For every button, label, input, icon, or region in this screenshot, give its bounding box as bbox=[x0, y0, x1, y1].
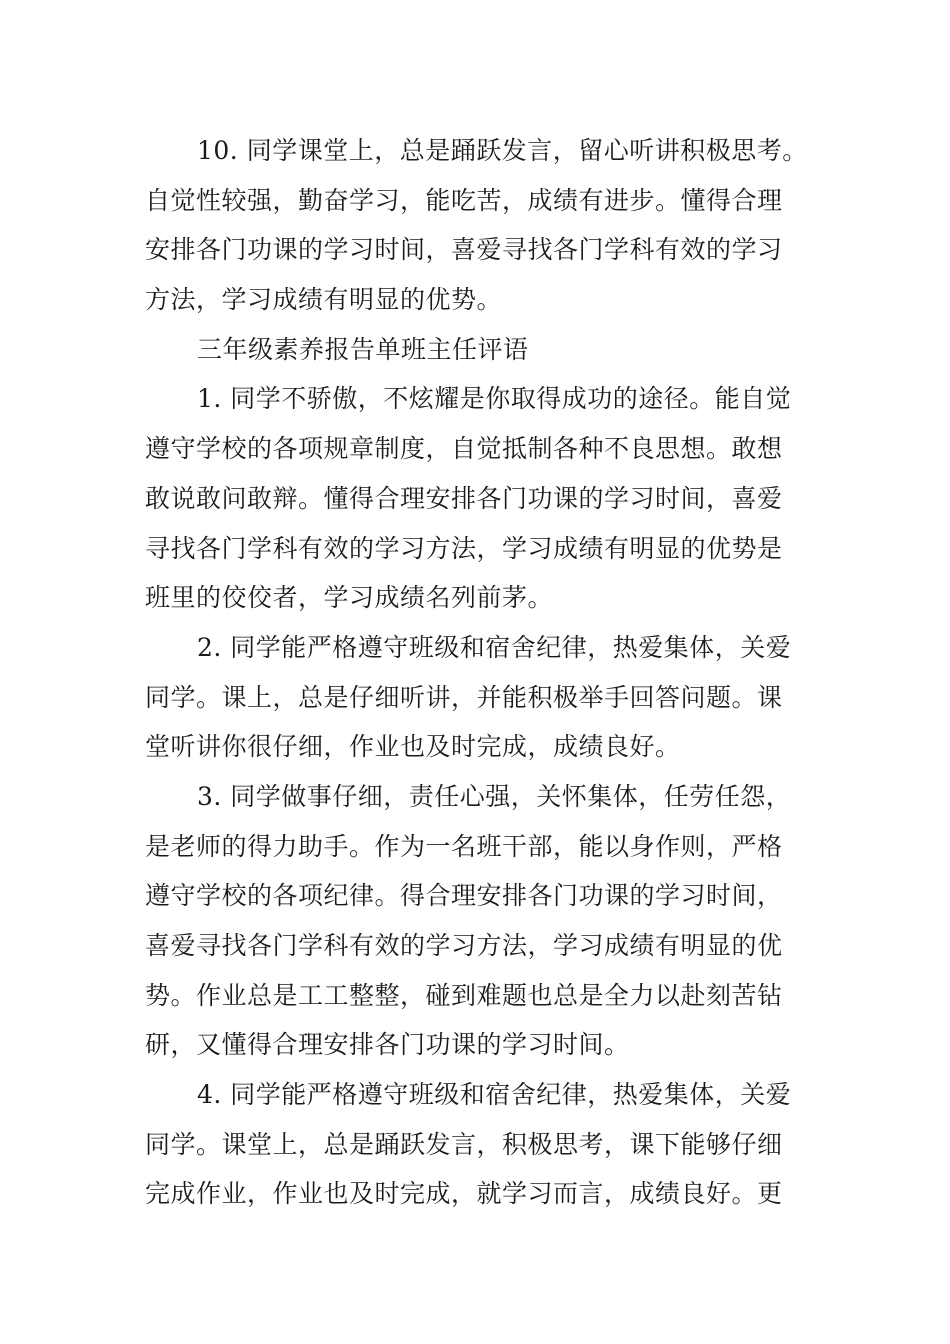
text-line: 方法，学习成绩有明显的优势。 bbox=[145, 285, 503, 315]
text-line: 1. 同学不骄傲，不炫耀是你取得成功的途径。能自觉 bbox=[197, 384, 792, 414]
text-line: 势。作业总是工工整整，碰到难题也总是全力以赴刻苦钻 bbox=[145, 980, 783, 1010]
document-body bbox=[145, 126, 835, 1219]
text-line: 班里的佼佼者，学习成绩名列前茅。 bbox=[145, 583, 554, 613]
text-line: 喜爱寻找各门学科有效的学习方法，学习成绩有明显的优 bbox=[145, 931, 783, 960]
comment-paragraph-10 bbox=[145, 126, 835, 325]
text-line: 安排各门功课的学习时间，喜爱寻找各门学科有效的学习 bbox=[145, 235, 783, 265]
comment-paragraph-2 bbox=[145, 623, 835, 772]
text-line: 4. 同学能严格遵守班级和宿舍纪律，热爱集体，关爱 bbox=[197, 1080, 792, 1110]
text-line: 遵守学校的各项规章制度，自觉抵制各种不良思想。敢想 bbox=[145, 434, 783, 464]
text-line: 遵守学校的各项纪律。得合理安排各门功课的学习时间， bbox=[145, 881, 783, 911]
text-line: 研，又懂得合理安排各门功课的学习时间。 bbox=[145, 1030, 630, 1060]
comment-paragraph-4 bbox=[145, 1070, 835, 1219]
comment-paragraph-1 bbox=[145, 374, 835, 622]
text-line: 同学。课堂上，总是踊跃发言，积极思考，课下能够仔细 bbox=[145, 1129, 783, 1159]
comment-paragraph-3 bbox=[145, 772, 835, 1070]
text-line: 10. 同学课堂上，总是踊跃发言，留心听讲积极思考。 bbox=[197, 136, 808, 165]
text-line: 是老师的得力助手。作为一名班干部，能以身作则，严格 bbox=[145, 831, 783, 861]
text-line: 完成作业，作业也及时完成，就学习而言，成绩良好。更 bbox=[145, 1179, 783, 1209]
section-heading-text: 三年级素养报告单班主任评语 bbox=[197, 334, 529, 364]
text-line: 自觉性较强，勤奋学习，能吃苦，成绩有进步。懂得合理 bbox=[145, 185, 783, 215]
text-line: 寻找各门学科有效的学习方法，学习成绩有明显的优势是 bbox=[145, 533, 783, 563]
text-line: 2. 同学能严格遵守班级和宿舍纪律，热爱集体，关爱 bbox=[197, 632, 792, 662]
text-line: 敢说敢问敢辩。懂得合理安排各门功课的学习时间，喜爱 bbox=[145, 483, 783, 513]
text-line: 3. 同学做事仔细，责任心强，关怀集体，任劳任怨， bbox=[197, 781, 792, 811]
section-heading bbox=[145, 325, 835, 375]
text-line: 同学。课上，总是仔细听讲，并能积极举手回答问题。课 bbox=[145, 682, 783, 712]
text-line: 堂听讲你很仔细，作业也及时完成，成绩良好。 bbox=[145, 732, 681, 762]
